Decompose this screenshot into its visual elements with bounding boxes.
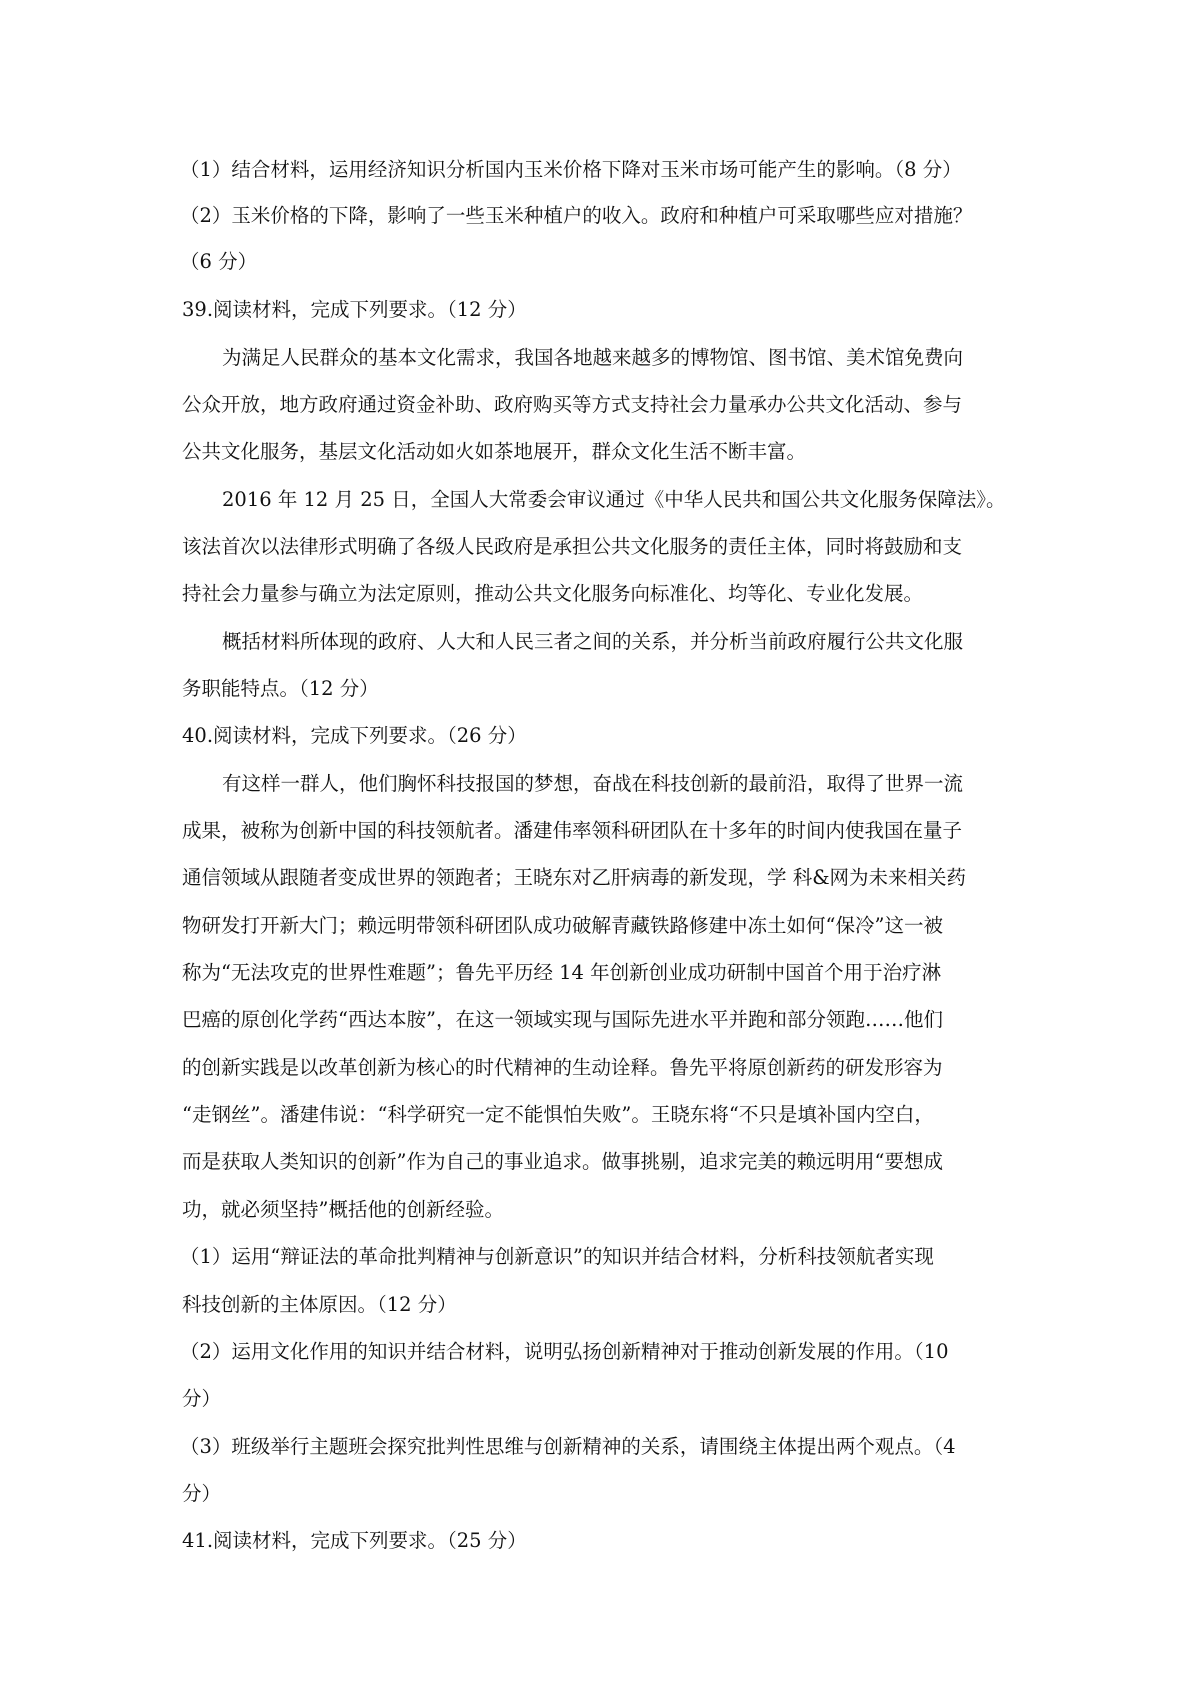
q39-para1-line1: 为满足人民群众的基本文化需求，我国各地越来越多的博物馆、图书馆、美术馆免费向 <box>222 346 964 369</box>
q40-para-line10: 功，就必须坚持”概括他的创新经验。 <box>182 1198 504 1221</box>
q38-sub2-line2: （6 分） <box>180 250 258 273</box>
q39-para2-line2: 该法首次以法律形式明确了各级人民政府是承担公共文化服务的责任主体，同时将鼓励和支 <box>182 535 963 558</box>
q38-sub2-line1: （2）玉米价格的下降，影响了一些玉米种植户的收入。政府和种植户可采取哪些应对措施？ <box>180 204 973 227</box>
q40-sub2-line1: （2）运用文化作用的知识并结合材料，说明弘扬创新精神对于推动创新发展的作用。（10 <box>180 1340 949 1363</box>
q40-sub3-line1: （3）班级举行主题班会探究批判性思维与创新精神的关系，请围绕主体提出两个观点。（4 <box>180 1435 956 1458</box>
q40-para-line3: 通信领域从跟随者变成世界的领跑者；王晓东对乙肝病毒的新发现，学 科&网为未来相关药 <box>182 866 967 889</box>
q41-heading: 41.阅读材料，完成下列要求。（25 分） <box>182 1529 527 1552</box>
q38-sub1: （1）结合材料，运用经济知识分析国内玉米价格下降对玉米市场可能产生的影响。（8 分） <box>180 158 962 181</box>
q39-para1-line3: 公共文化服务，基层文化活动如火如茶地展开，群众文化生活不断丰富。 <box>182 440 807 463</box>
q39-task-line2: 务职能特点。（12 分） <box>182 677 379 700</box>
q39-para2-line1: 2016 年 12 月 25 日，全国人大常委会审议通过《中华人民共和国公共文化服务保障法》。 <box>222 488 1006 511</box>
q40-para-line8: “走钢丝”。潘建伟说：“科学研究一定不能惧怕失败”。王晓东将“不只是填补国内空白， <box>182 1103 934 1126</box>
q40-heading: 40.阅读材料，完成下列要求。（26 分） <box>182 724 527 747</box>
q40-sub1-line2: 科技创新的主体原因。（12 分） <box>182 1293 457 1316</box>
q40-sub1-line1: （1）运用“辩证法的革命批判精神与创新意识”的知识并结合材料，分析科技领航者实现 <box>180 1245 934 1268</box>
q39-para1-line2: 公众开放，地方政府通过资金补助、政府购买等方式支持社会力量承办公共文化活动、参与 <box>182 393 963 416</box>
q40-para-line7: 的创新实践是以改革创新为核心的时代精神的生动诠释。鲁先平将原创新药的研发形容为 <box>182 1056 943 1079</box>
q40-para-line6: 巴癌的原创化学药“西达本胺”，在这一领域实现与国际先进水平并跑和部分领跑……他们 <box>182 1008 943 1031</box>
q40-para-line1: 有这样一群人，他们胸怀科技报国的梦想，奋战在科技创新的最前沿，取得了世界一流 <box>222 772 964 795</box>
q39-task-line1: 概括材料所体现的政府、人大和人民三者之间的关系，并分析当前政府履行公共文化服 <box>222 630 964 653</box>
q40-sub3-line2: 分） <box>182 1482 222 1505</box>
q40-sub2-line2: 分） <box>182 1387 222 1410</box>
q39-heading: 39.阅读材料，完成下列要求。（12 分） <box>182 298 527 321</box>
q39-para2-line3: 持社会力量参与确立为法定原则，推动公共文化服务向标准化、均等化、专业化发展。 <box>182 582 924 605</box>
q40-para-line9: 而是获取人类知识的创新”作为自己的事业追求。做事挑剔，追求完美的赖远明用“要想成 <box>182 1150 943 1173</box>
q40-para-line2: 成果，被称为创新中国的科技领航者。潘建伟率领科研团队在十多年的时间内使我国在量子 <box>182 819 963 842</box>
q40-para-line5: 称为“无法攻克的世界性难题”；鲁先平历经 14 年创新创业成功研制中国首个用于治疗淋 <box>182 961 942 984</box>
q40-para-line4: 物研发打开新大门；赖远明带领科研团队成功破解青藏铁路修建中冻土如何“保冷”这一被 <box>182 914 943 937</box>
